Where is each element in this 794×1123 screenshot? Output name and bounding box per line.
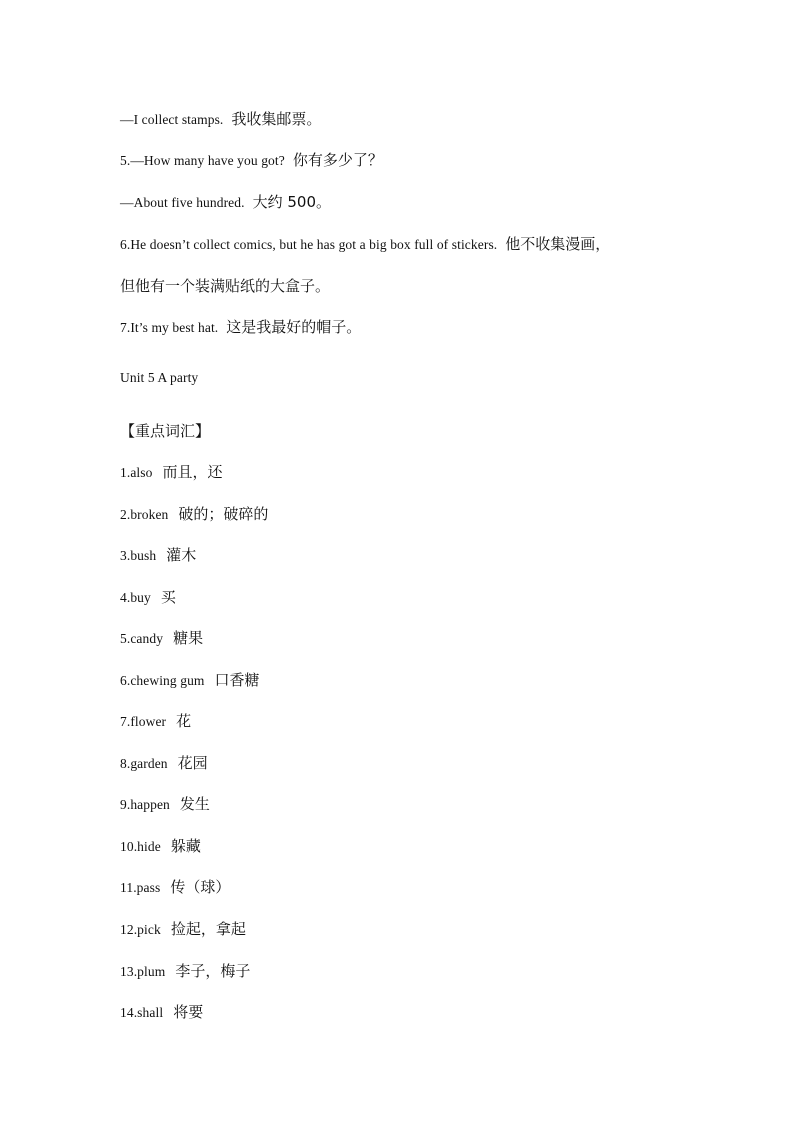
vocab-item xyxy=(120,670,260,692)
vocab-item xyxy=(120,753,208,775)
section-heading-text: 【重点词汇】 xyxy=(120,422,211,440)
vocab-word: 1.also xyxy=(120,465,153,480)
vocab-word: 13.plum xyxy=(120,964,166,979)
sentence-chinese: 我收集邮票。 xyxy=(231,110,322,128)
sentence-chinese-continued: 但他有一个装满贴纸的大盒子。 xyxy=(120,277,331,295)
vocab-item xyxy=(120,462,223,484)
vocab-meaning: 破的；破碎的 xyxy=(178,505,269,523)
vocab-item xyxy=(120,961,250,983)
vocab-meaning: 口香糖 xyxy=(214,671,260,689)
vocab-meaning: 花 xyxy=(176,712,192,730)
vocab-item xyxy=(120,504,268,526)
vocab-meaning: 花园 xyxy=(177,754,208,772)
vocab-item xyxy=(120,794,210,816)
sentence-english: —I collect stamps. xyxy=(120,112,224,127)
vocab-word: 3.bush xyxy=(120,548,157,563)
unit-title xyxy=(120,368,198,389)
sentence-line xyxy=(120,234,610,256)
vocab-item xyxy=(120,711,191,733)
sentence-english: —About five hundred. xyxy=(120,195,245,210)
sentence-line xyxy=(120,109,321,131)
vocab-meaning: 将要 xyxy=(173,1003,204,1021)
sentence-line xyxy=(120,276,330,298)
section-heading xyxy=(120,421,210,443)
vocab-item xyxy=(120,836,201,858)
vocab-word: 9.happen xyxy=(120,797,170,812)
vocab-word: 10.hide xyxy=(120,839,161,854)
vocab-item xyxy=(120,877,230,899)
sentence-english: 7.It’s my best hat. xyxy=(120,320,219,335)
vocab-word: 6.chewing gum xyxy=(120,673,205,688)
vocab-item xyxy=(120,628,203,650)
sentence-chinese: 他不收集漫画， xyxy=(505,235,611,253)
vocab-meaning: 买 xyxy=(160,588,176,606)
vocab-item xyxy=(120,1002,203,1024)
vocab-item xyxy=(120,545,196,567)
vocab-word: 12.pick xyxy=(120,922,161,937)
vocab-meaning: 李子，梅子 xyxy=(175,962,251,980)
sentence-line xyxy=(120,317,361,339)
sentence-line xyxy=(120,192,331,214)
vocab-word: 11.pass xyxy=(120,880,161,895)
unit-title-text: Unit 5 A party xyxy=(120,370,199,385)
sentence-chinese: 这是我最好的帽子。 xyxy=(226,318,362,336)
vocab-item xyxy=(120,587,176,609)
vocab-word: 5.candy xyxy=(120,631,164,646)
vocab-word: 4.buy xyxy=(120,590,151,605)
vocab-word: 2.broken xyxy=(120,507,169,522)
vocab-word: 14.shall xyxy=(120,1005,164,1020)
vocab-item xyxy=(120,919,246,941)
vocab-word: 8.garden xyxy=(120,756,168,771)
sentence-chinese: 你有多少了？ xyxy=(292,151,383,169)
vocab-meaning: 糖果 xyxy=(173,629,204,647)
vocab-meaning: 捡起，拿起 xyxy=(170,920,246,938)
sentence-chinese: 大约 500。 xyxy=(252,193,332,211)
vocab-meaning: 发生 xyxy=(179,795,210,813)
sentence-english: 5.—How many have you got? xyxy=(120,153,285,168)
sentence-line xyxy=(120,150,383,172)
vocab-meaning: 躲藏 xyxy=(170,837,201,855)
vocab-meaning: 传（球） xyxy=(170,878,231,896)
vocab-meaning: 灌木 xyxy=(166,546,197,564)
vocab-meaning: 而且，还 xyxy=(162,463,223,481)
vocab-word: 7.flower xyxy=(120,714,167,729)
sentence-english: 6.He doesn’t collect comics, but he has got a big box full of stickers. xyxy=(120,237,498,252)
